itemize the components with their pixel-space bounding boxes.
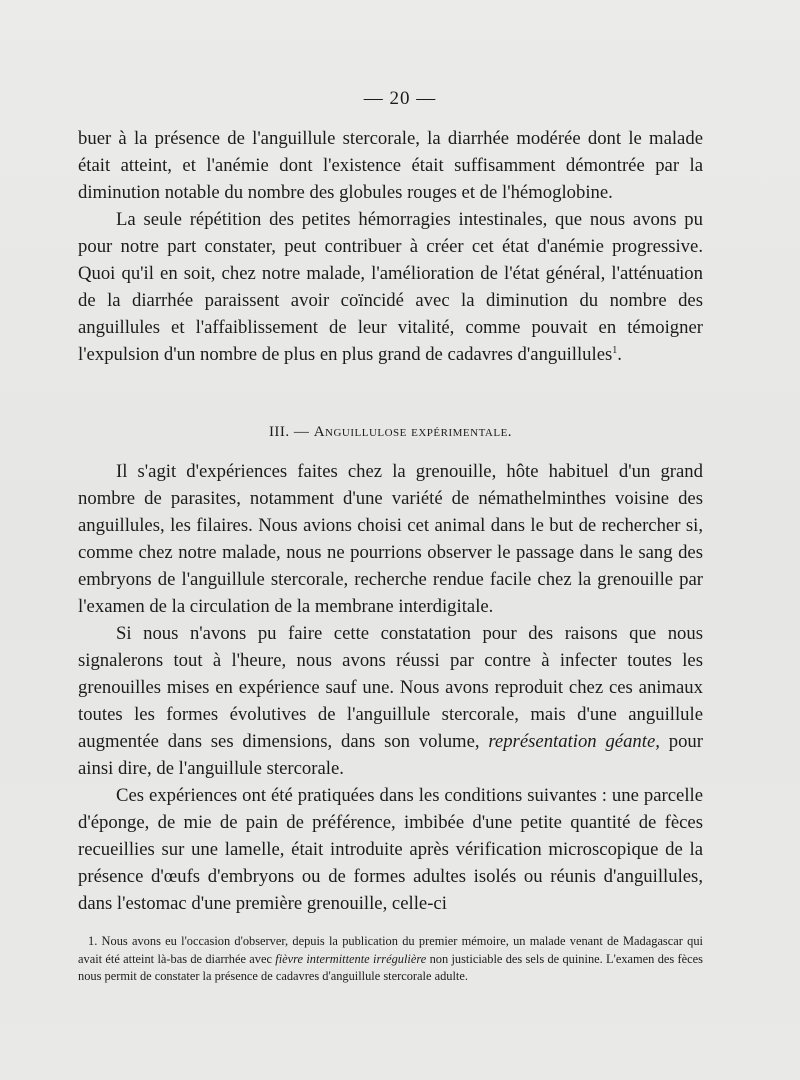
- paragraph-5: Ces expériences ont été pratiquées dans les conditions suivantes : une parcelle d'éponge, de mie de pain de préférence, imbibée d'une petite quantité de fèces recueillies sur une lamelle, était introduite après vérification microscopique de la présence d'œufs d'embryons ou de formes adultes isolés ou réunis d'anguillules, dans l'estomac d'une première grenouille, celle-ci: [78, 785, 703, 914]
- footnote-1-italic: fièvre intermittente irrégulière: [275, 951, 427, 966]
- footnotes: [78, 933, 703, 986]
- paragraph-2-text: La seule répétition des petites hémorragies intestinales, que nous avons pu pour notre part constater, peut contribuer à créer cet état d'anémie progressive. Quoi qu'il en soit, chez notre malade, l'amélioration de l'état général, l'atténuation de la diarrhée paraissent avoir coïncidé avec la diminution du nombre des anguillules et l'affaiblissement de leur vitalité, comme pouvait en témoigner l'expulsion d'un nombre de plus en plus grand de cadavres d'anguillules: [78, 209, 703, 365]
- paragraph-4: [78, 620, 703, 782]
- footnote-1: [78, 933, 703, 986]
- paragraph-2: [78, 206, 703, 368]
- body-text-lower: [78, 458, 703, 917]
- body-text-upper: [78, 125, 703, 368]
- footnote-ref: 1: [612, 344, 618, 356]
- paragraph-4-text: Si nous n'avons pu faire cette constatation pour des raisons que nous signalerons tout à l'heure, nous avons réussi par contre à infecter toutes les grenouilles mises en expérience sauf une. Nous avons reproduit chez ces animaux toutes les formes évolutives de l'anguillule stercorale, mais d'une anguillule augmentée dans ses dimensions, dans son volume,: [78, 623, 703, 752]
- footnote-1-end: non justiciable des sels de quinine. L'examen des fèces nous permit de constater la présence de cadavres d'anguillule stercorale adulte.: [78, 951, 703, 984]
- footnote-1-start: 1. Nous avons eu l'occasion d'observer, depuis la publication du premier mémoire, un malade venant de Madagascar qui avait été atteint là-bas de diarrhée avec: [78, 934, 703, 966]
- paragraph-4-italic: représentation géante,: [488, 731, 660, 752]
- paragraph-4-end: pour ainsi dire, de l'anguillule stercorale.: [78, 731, 703, 779]
- page-number: — 20 —: [363, 88, 437, 109]
- paragraph-2-end: .: [617, 344, 622, 365]
- paragraph-3: Il s'agit d'expériences faites chez la grenouille, hôte habituel d'un grand nombre de parasites, notamment d'une variété de némathelminthes voisine des anguillules, les filaires. Nous avions choisi cet animal dans le but de rechercher si, comme chez notre malade, nous ne pourrions observer le passage dans le sang des embryons de l'anguillule stercorale, recherche rendue facile chez la grenouille par l'examen de la circulation de la membrane interdigitale.: [78, 461, 703, 617]
- section-title: Anguillulose expérimentale.: [313, 424, 513, 440]
- section-heading: [78, 424, 703, 441]
- section-number: III. —: [268, 424, 310, 440]
- paragraph-1: buer à la présence de l'anguillule stercorale, la diarrhée modérée dont le malade était atteint, et l'anémie dont l'existence était suffisamment démontrée par la diminution notable du nombre des globules rouges et de l'hémoglobine.: [78, 128, 703, 203]
